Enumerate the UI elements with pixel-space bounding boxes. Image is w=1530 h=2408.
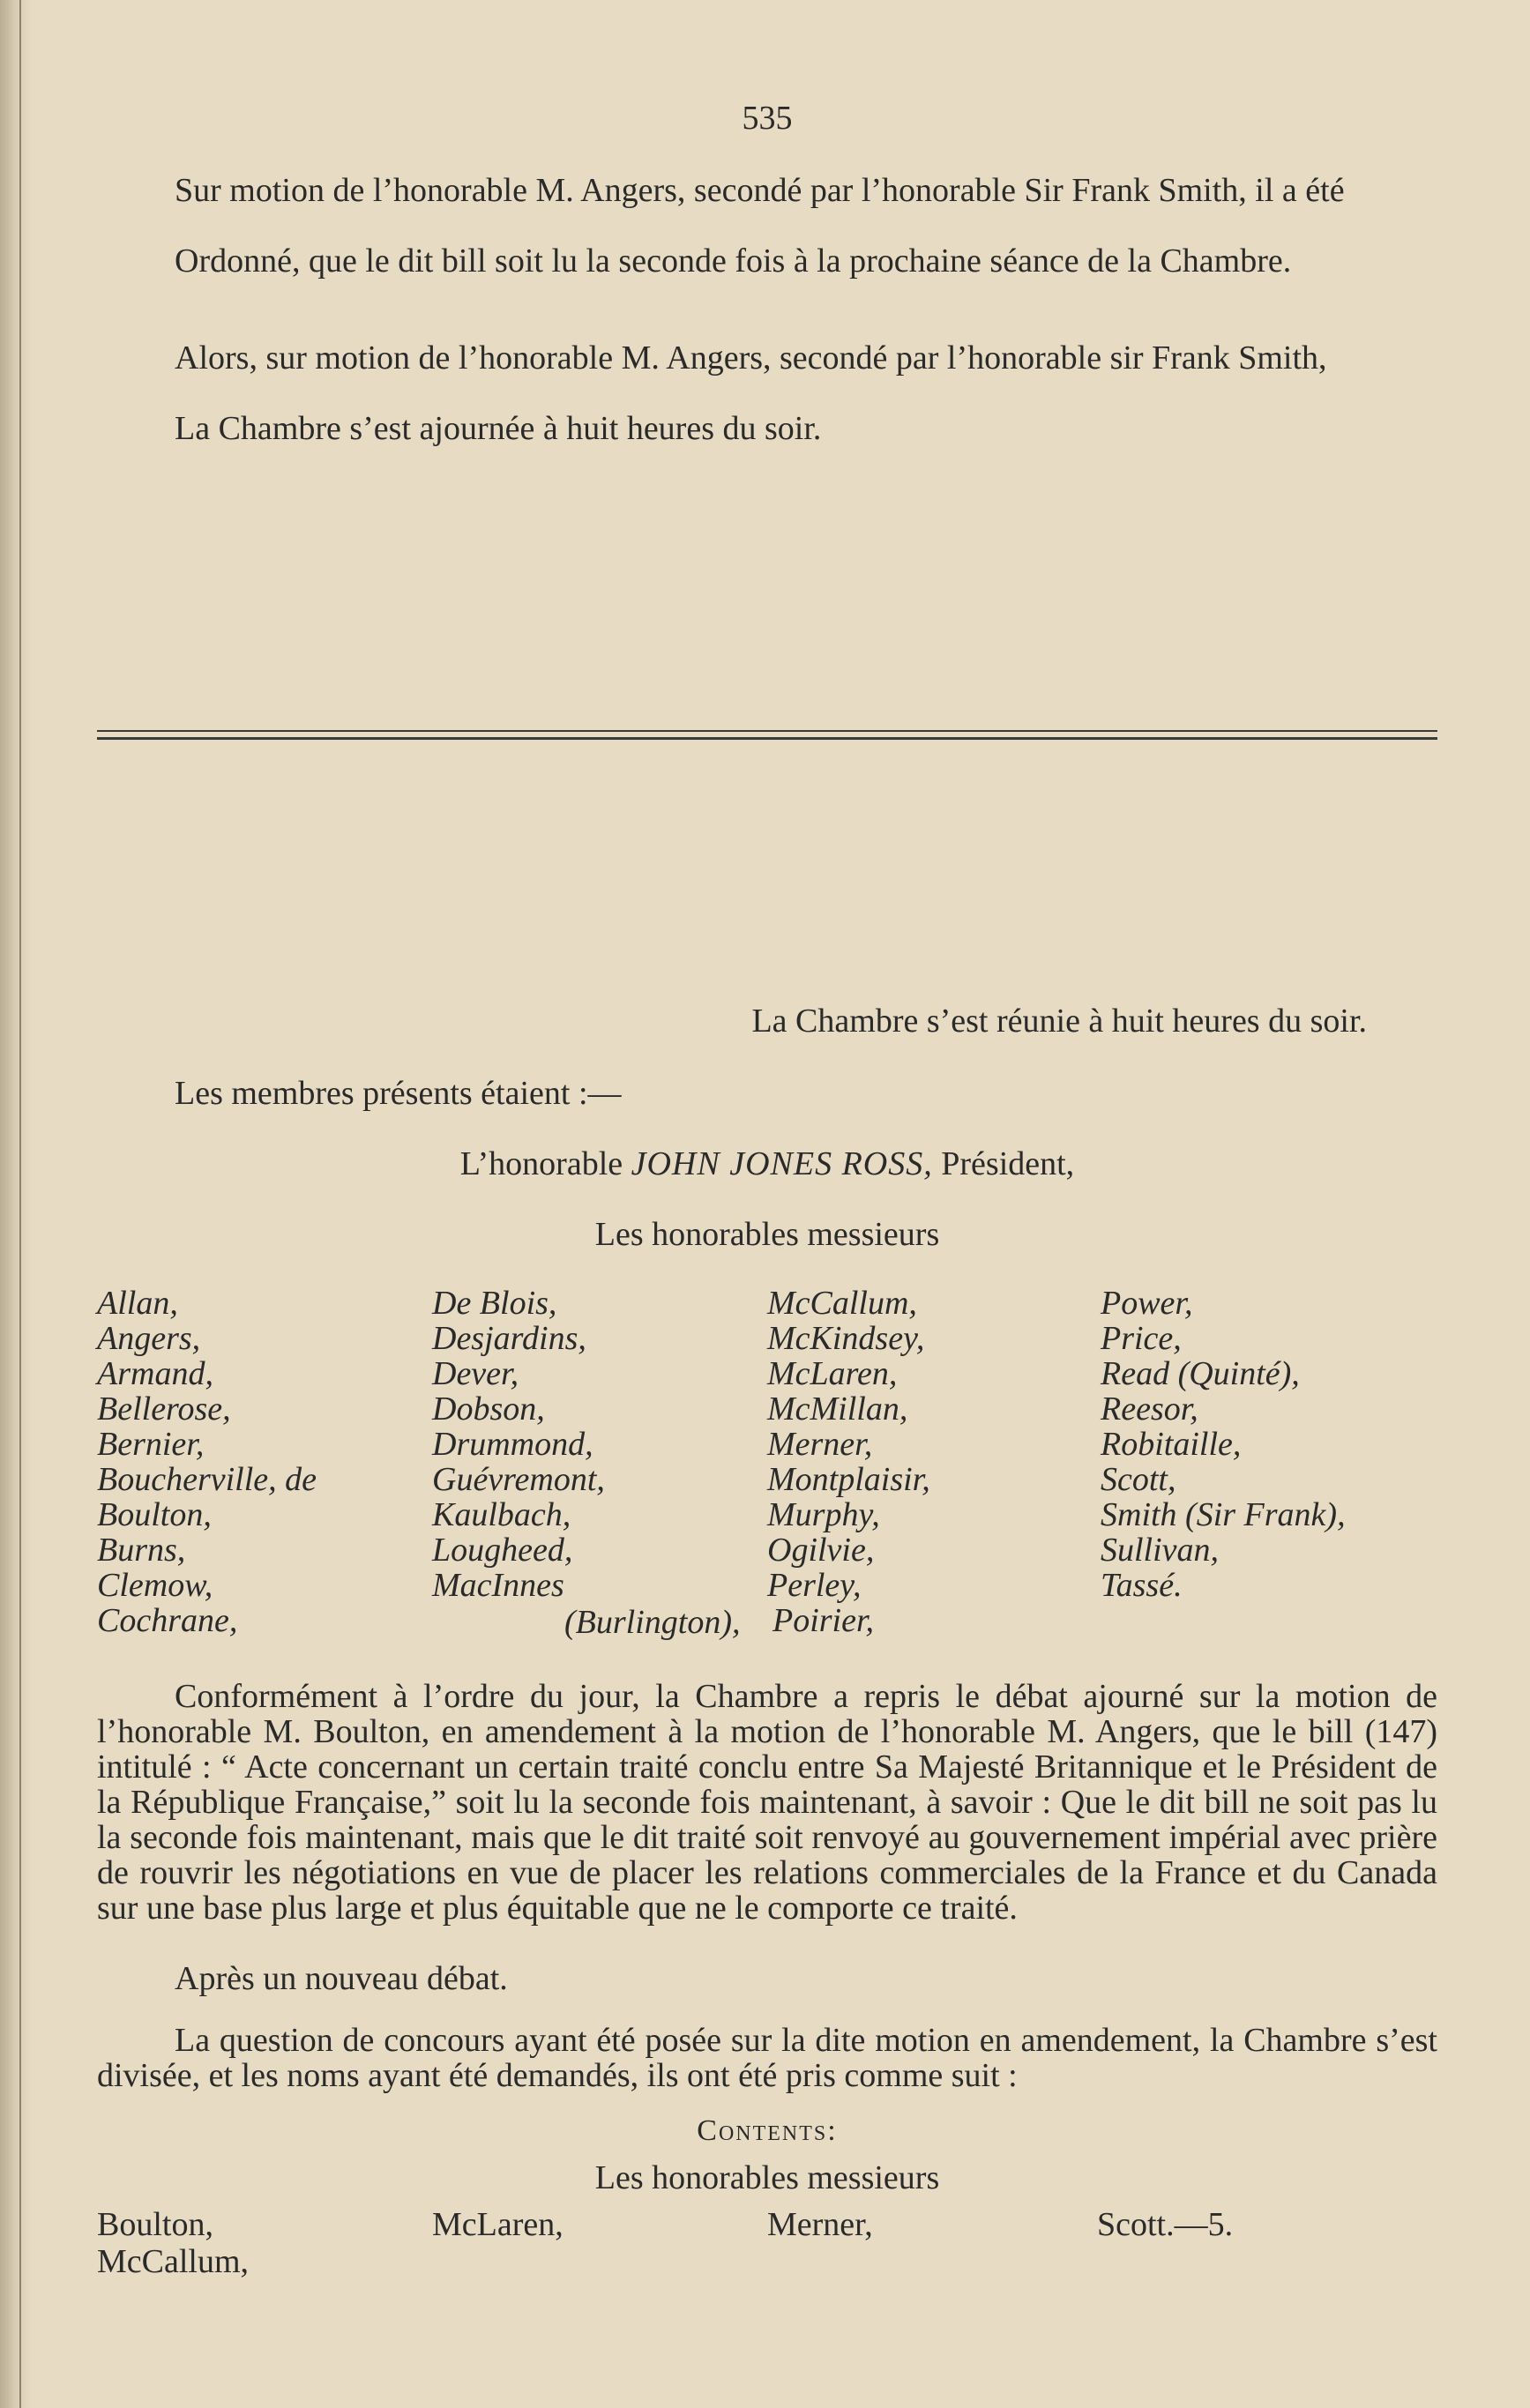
member-name: Drummond, bbox=[432, 1426, 593, 1463]
president-name: JOHN JONES ROSS, bbox=[631, 1145, 933, 1182]
debate-paragraph: Conformément à l’ordre du jour, la Chambre a repris le débat ajourné sur la motion de l’honorable M. Boulton, en amendement à la motion de l’honorable M. Angers, que le bill (147) intitulé : “ Acte concernant un certain traité conclu entre Sa Majesté Britannique et le Président de la République Française,” soit lu la seconde fois maintenant, à savoir : Que le dit bill ne soit pas lu la seconde fois maintenant, mais que le dit traité soit renvoyé au gouvernement impérial avec prière de rouvrir les négotiations en vue de placer les relations commerciales de la France et du Canada sur une base plus large et plus équitable que ne le comporte ce traité. bbox=[97, 1678, 1437, 1927]
member-name: Murphy, bbox=[767, 1496, 880, 1533]
member-name: Allan, bbox=[97, 1285, 178, 1322]
burlington-note: (Burlington), bbox=[564, 1604, 741, 1641]
page-binding-shadow bbox=[0, 0, 32, 2408]
member-name: Power, bbox=[1101, 1285, 1193, 1322]
member-name: Reesor, bbox=[1101, 1390, 1198, 1428]
document-page bbox=[97, 0, 1437, 2408]
member-name: Poirier, bbox=[772, 1602, 875, 1639]
members-column-2 bbox=[432, 1286, 605, 1603]
member-name: Bellerose, bbox=[97, 1390, 231, 1428]
vote-name: McLaren, bbox=[432, 2206, 563, 2243]
division-paragraph: La question de concours ayant été posée sur la dite motion en amendement, la Chambre s’est divisée, et les noms ayant été demandés, ils ont été pris comme suit : bbox=[97, 2022, 1437, 2094]
contents-heading: Contents: bbox=[697, 2114, 838, 2147]
member-name: Cochrane, bbox=[97, 1602, 238, 1639]
member-name: Desjardins, bbox=[432, 1320, 586, 1357]
page-binding-line bbox=[19, 0, 21, 2408]
member-name: McLaren, bbox=[767, 1355, 898, 1392]
member-name: Bernier, bbox=[97, 1426, 205, 1463]
members-present-intro: Les membres présents étaient :— bbox=[175, 1075, 622, 1112]
president-title: Président, bbox=[941, 1145, 1075, 1182]
senators-heading: Les honorables messieurs bbox=[594, 1216, 940, 1253]
member-name: Kaulbach, bbox=[432, 1496, 571, 1533]
member-name: Lougheed, bbox=[432, 1532, 573, 1569]
page-number: 535 bbox=[742, 100, 793, 137]
member-name: McMillan, bbox=[767, 1390, 908, 1428]
order-paragraph: Ordonné, que le dit bill soit lu la seconde fois à la prochaine séance de la Chambre. bbox=[175, 242, 1292, 280]
vote-name: Scott.—5. bbox=[1097, 2206, 1234, 2243]
member-name: Perley, bbox=[767, 1567, 862, 1604]
member-name: McCallum, bbox=[767, 1285, 917, 1322]
member-name: Dobson, bbox=[432, 1390, 545, 1428]
adjournment-motion-paragraph: Alors, sur motion de l’honorable M. Angers, secondé par l’honorable sir Frank Smith, bbox=[175, 339, 1327, 376]
member-name: Guévremont, bbox=[432, 1461, 605, 1498]
member-name: Smith (Sir Frank), bbox=[1101, 1496, 1346, 1533]
member-name: Montplaisir, bbox=[767, 1461, 930, 1498]
member-name: Burns, bbox=[97, 1532, 186, 1569]
member-name: Boucherville, de bbox=[97, 1461, 317, 1498]
member-name: Boulton, bbox=[97, 1496, 212, 1533]
vote-name: Boulton, bbox=[97, 2206, 213, 2243]
section-divider-rule bbox=[97, 730, 1437, 749]
member-name: Merner, bbox=[767, 1426, 873, 1463]
member-name: Read (Quinté), bbox=[1101, 1355, 1300, 1392]
contents-column-3 bbox=[767, 2206, 873, 2243]
president-prefix: L’honorable bbox=[459, 1145, 623, 1182]
contents-subheading: Les honorables messieurs bbox=[594, 2159, 940, 2196]
member-name: Ogilvie, bbox=[767, 1532, 875, 1569]
member-name: Robitaille, bbox=[1101, 1426, 1242, 1463]
session-opening-line: La Chambre s’est réunie à huit heures du soir. bbox=[751, 1003, 1367, 1040]
adjournment-paragraph: La Chambre s’est ajournée à huit heures du soir. bbox=[175, 410, 822, 447]
members-column-4 bbox=[1101, 1286, 1346, 1603]
contents-column-4 bbox=[1097, 2206, 1233, 2243]
member-name: McKindsey, bbox=[767, 1320, 925, 1357]
motion-paragraph: Sur motion de l’honorable M. Angers, secondé par l’honorable Sir Frank Smith, il a été bbox=[175, 172, 1345, 209]
member-name: Scott, bbox=[1101, 1461, 1176, 1498]
member-name: Tassé. bbox=[1101, 1567, 1183, 1604]
president-line bbox=[97, 1144, 1437, 1183]
new-debate-line: Après un nouveau débat. bbox=[175, 1960, 508, 1997]
contents-column-1 bbox=[97, 2206, 249, 2280]
members-column-1 bbox=[97, 1286, 317, 1638]
member-name: Clemow, bbox=[97, 1567, 213, 1604]
vote-name: McCallum, bbox=[97, 2243, 250, 2280]
member-name: Price, bbox=[1101, 1320, 1182, 1357]
contents-column-2 bbox=[432, 2206, 563, 2243]
member-name: De Blois, bbox=[432, 1285, 557, 1322]
member-name: Dever, bbox=[432, 1355, 519, 1392]
vote-name: Merner, bbox=[767, 2206, 873, 2243]
member-name: Angers, bbox=[97, 1320, 201, 1357]
member-name: MacInnes bbox=[432, 1567, 564, 1604]
member-name: Armand, bbox=[97, 1355, 213, 1392]
members-column-3 bbox=[767, 1286, 930, 1638]
member-name: Sullivan, bbox=[1101, 1532, 1220, 1569]
